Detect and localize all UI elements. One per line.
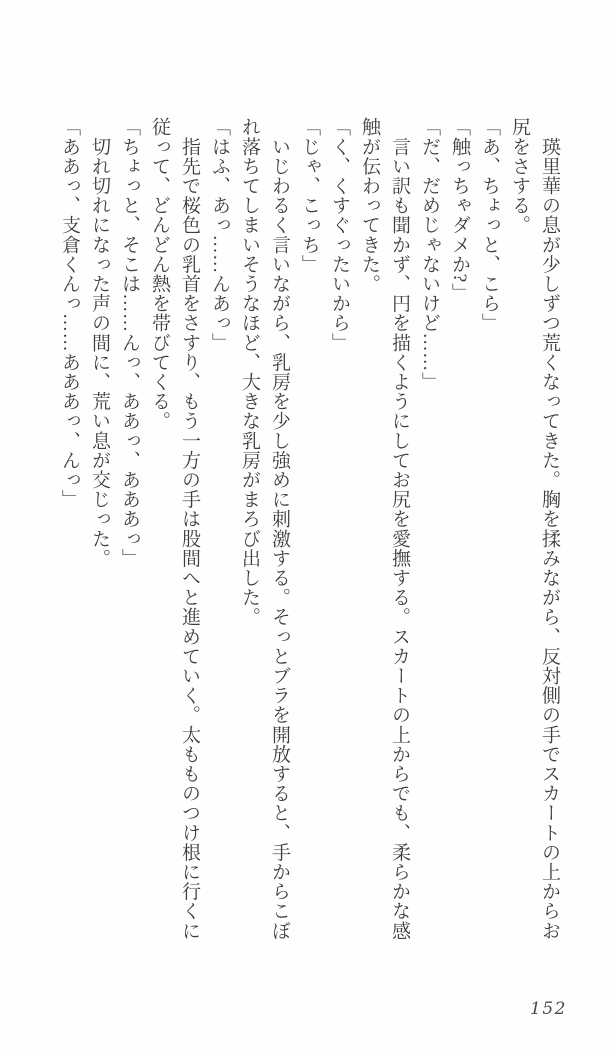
text-column: 「だ、だめじゃないけど……」	[419, 117, 440, 392]
text-column: いじわるく言いながら、乳房を少し強めに刺激する。そっとブラを開放すると、手からこぼ	[269, 117, 290, 941]
text-column: 尻をさする。	[509, 117, 530, 235]
text-column: 触が伝わってきた。	[359, 117, 380, 294]
text-column: れ落ちてしまいそうなほど、大きな乳房がまろび出した。	[239, 117, 260, 627]
text-column: 「触っちゃダメか?」	[449, 117, 470, 303]
page-number: 152	[530, 999, 567, 1019]
text-column: 「く、くすぐったいから」	[329, 117, 350, 353]
text-column: 「あ、ちょっと、こら」	[479, 117, 500, 333]
text-column: 「はふ、あっ……んあっ」	[209, 117, 230, 353]
text-column: 従って、どんどん熱を帯びてくる。	[149, 117, 170, 431]
text-column: 「ちょっと、そこは……んっ、ああっ、あああっ」	[119, 117, 140, 568]
text-column: 言い訳も聞かず、円を描くようにしてお尻を愛撫する。スカートの上からでも、柔らかな感	[389, 117, 410, 941]
text-column: 指先で桜色の乳首をさすり、もう一方の手は股間へと進めていく。太もものつけ根に行くに	[179, 117, 200, 941]
text-column: 「じゃ、こっち」	[299, 117, 320, 274]
text-column: 瑛里華の息が少しずつ荒くなってきた。胸を揉みながら、反対側の手でスカートの上からお	[539, 117, 560, 941]
text-column: 「ああっ、支倉くんっ……あああっ、んっ」	[59, 117, 80, 509]
vertical-text-area	[54, 117, 564, 943]
text-column: 切れ切れになった声の間に、荒い息が交じった。	[89, 117, 110, 568]
